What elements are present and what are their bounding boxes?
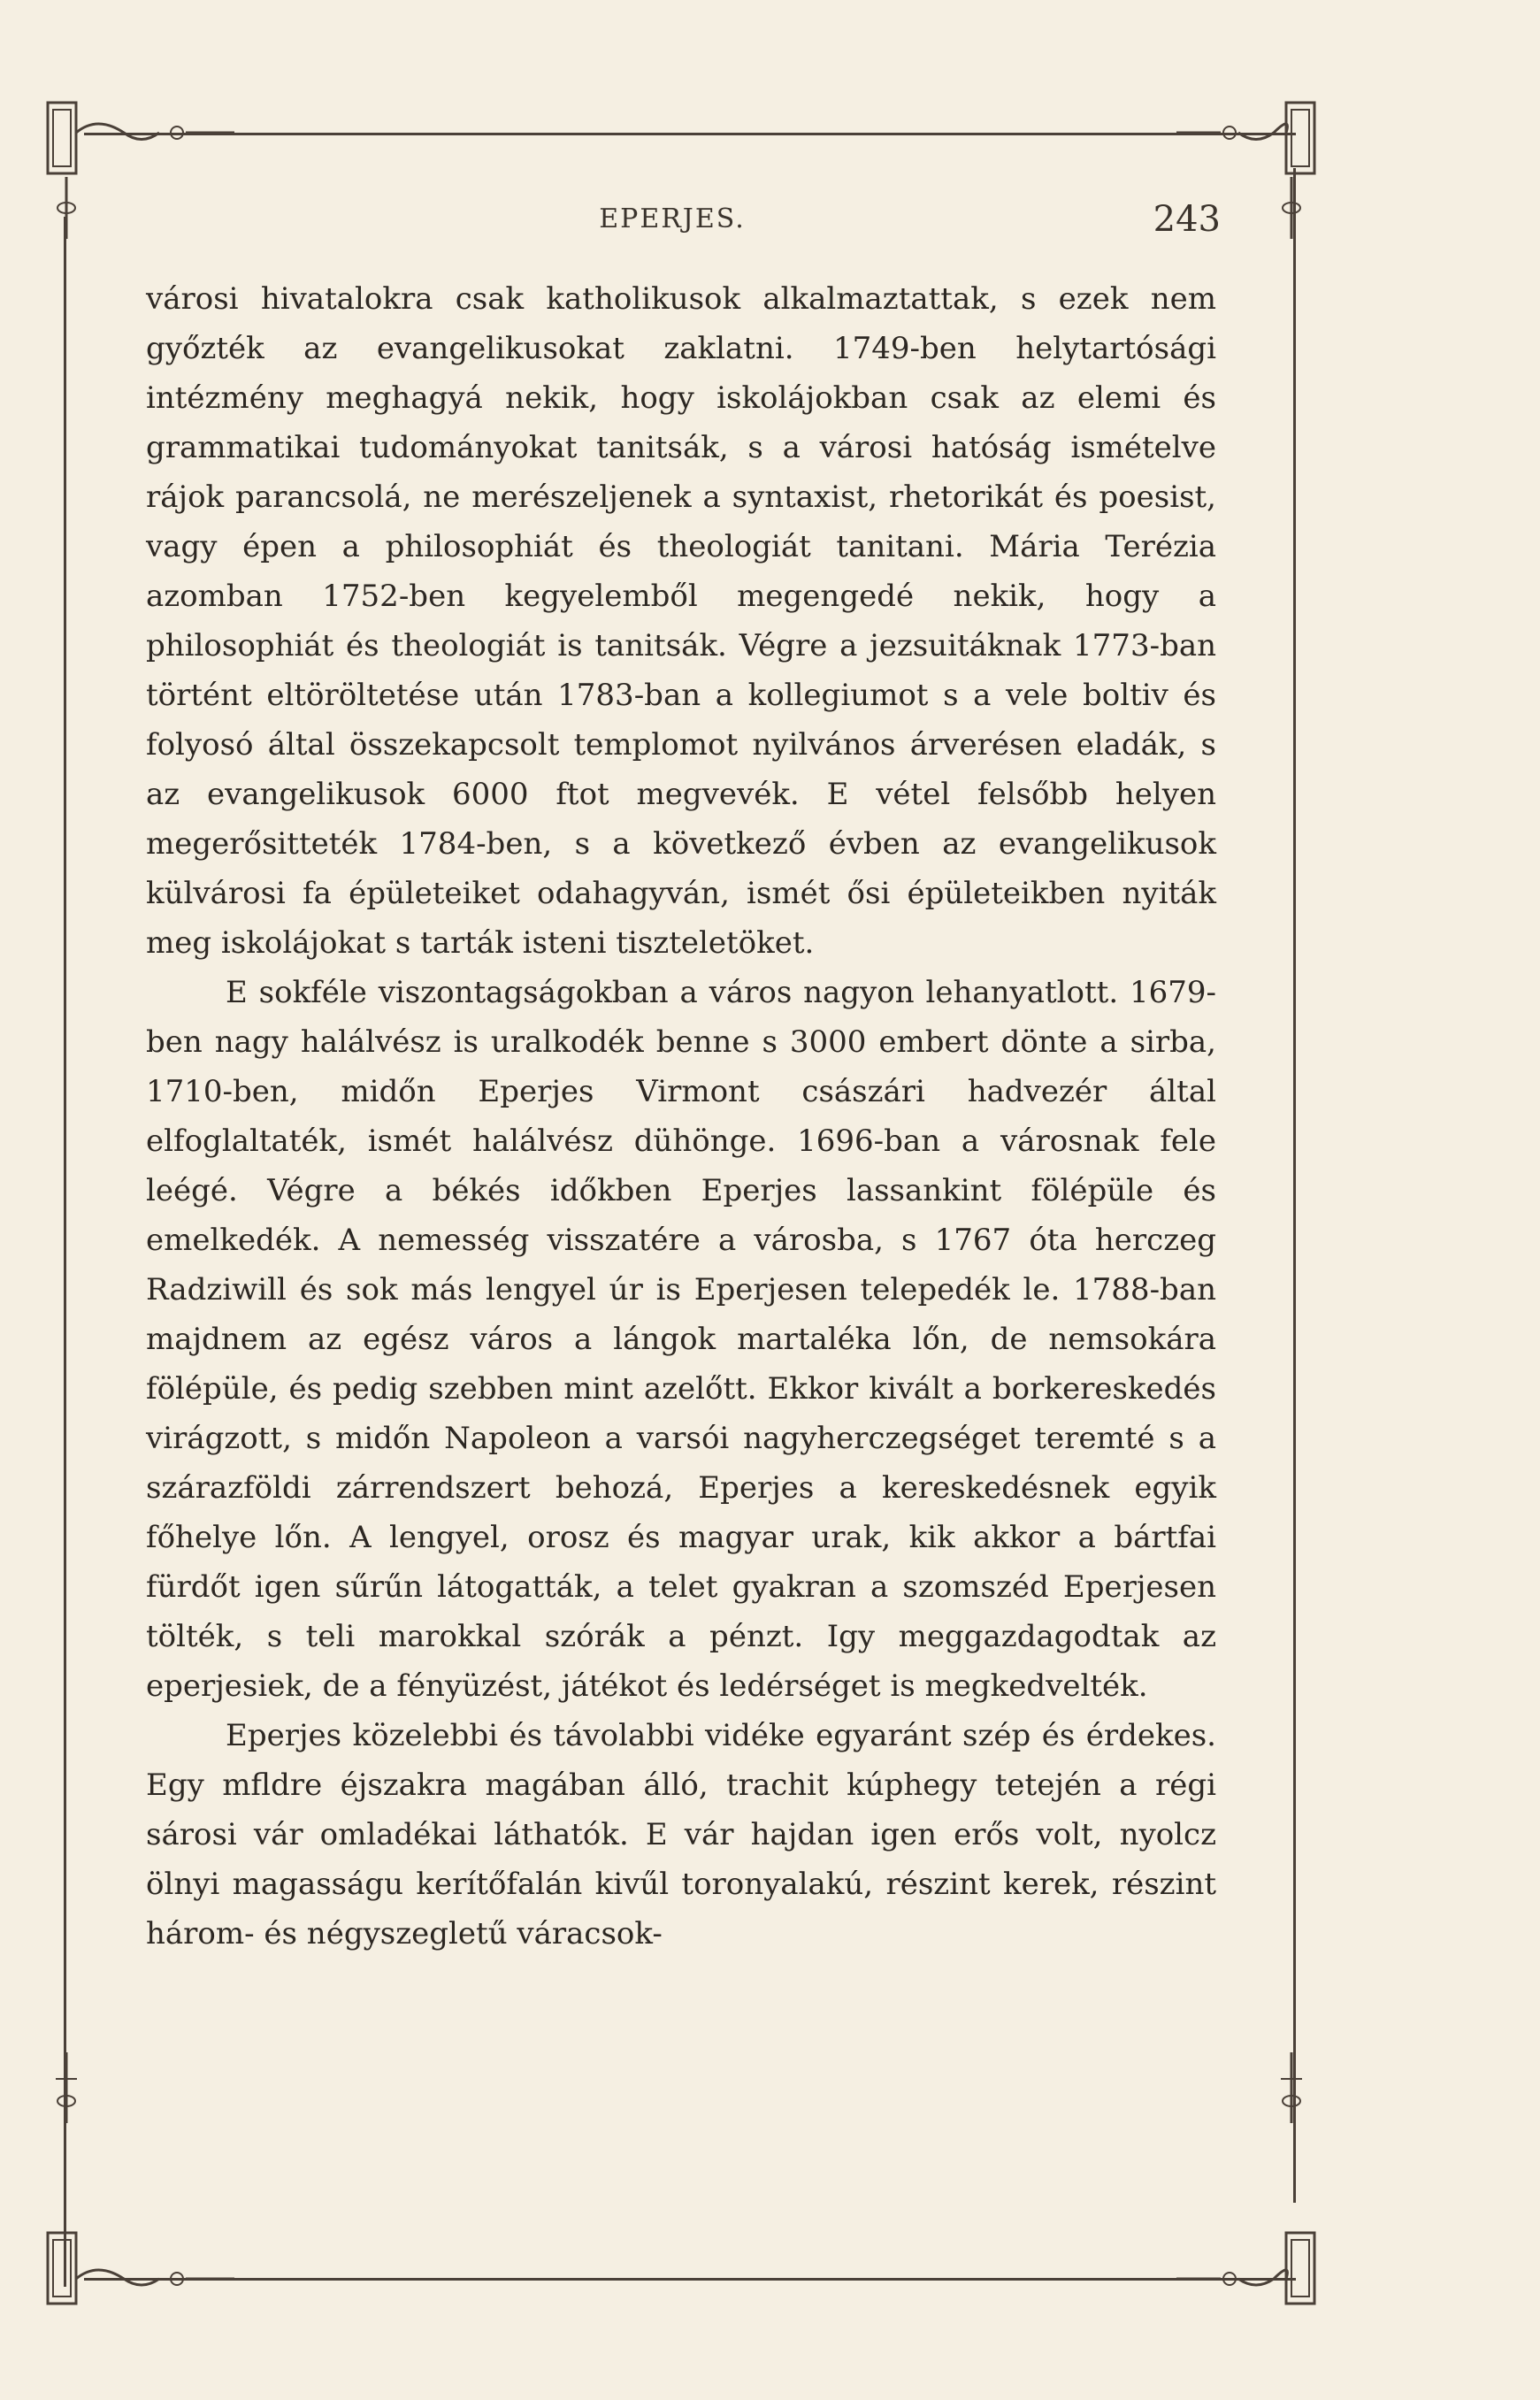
page-number: 243 bbox=[1153, 199, 1221, 240]
fleuron-icon bbox=[49, 177, 84, 239]
corner-ornament-bottom-left bbox=[44, 2229, 239, 2309]
fleuron-icon bbox=[1274, 2052, 1309, 2123]
body-text bbox=[146, 274, 1216, 1959]
frame-bottom-rule bbox=[84, 2278, 1296, 2281]
paragraph: Eperjes közelebbi és távolabbi vidéke egyaránt szép és érdekes. Egy mfldre éjszakra magában álló, trachit kúphegy tetején a régi sárosi vár omladékai láthatók. E vár hajdan igen erős volt, nyolcz ölnyi magasságu kerítőfalán kivűl toronyalakú, részint kerek, részint három- és négyszegletű váracsok- bbox=[146, 1718, 1216, 1951]
frame-right-rule bbox=[1293, 168, 1296, 2203]
paragraph: városi hivatalokra csak katholikusok alkalmaztattak, s ezek nem győzték az evangelikusokat zaklatni. 1749-ben helytartósági intézmény meghagyá nekik, hogy iskolájokban csak az elemi és grammatikai tudományokat tanitsák, s a városi hatóság ismételve rájok parancsolá, ne merészeljenek a syntaxist, rhetorikát és poesist, vagy épen a philosophiát és theologiát tanitani. Mária Terézia azomban 1752-ben kegyelemből megengedé nekik, hogy a philosophiát és theologiát is tanitsák. Végre a jezsuitáknak 1773-ban történt eltöröltetése után 1783-ban a kollegiumot s a vele boltiv és folyosó által összekapcsolt templomot nyilvános árverésen eladák, s az evangelikusok 6000 ftot megvevék. E vétel felsőbb helyen megerősitteték 1784-ben, s a következő évben az evangelikusok külvárosi fa épületeiket odahagyván, ismét ősi épületeikben nyiták meg iskolájokat s tarták isteni tiszteletöket. bbox=[146, 281, 1216, 961]
frame-top-rule bbox=[84, 133, 1296, 135]
fleuron-icon bbox=[1274, 177, 1309, 239]
frame-left-rule bbox=[64, 217, 66, 2287]
running-title: EPERJES. bbox=[599, 203, 746, 234]
paragraph: E sokféle viszontagságokban a város nagyon lehanyatlott. 1679-ben nagy halálvész is uralkodék benne s 3000 embert dönte a sirba, 1710-ben, midőn Eperjes Virmont császári hadvezér által elfoglaltaték, ismét halálvész dühönge. 1696-ban a városnak fele leégé. Végre a békés időkben Eperjes lassankint fölépüle és emelkedék. A nemesség visszatére a városba, s 1767 óta herczeg Radziwill és sok más lengyel úr is Eperjesen telepedék le. 1788-ban majdnem az egész város a lángok martaléka lőn, de nemsokára fölépüle, és pedig szebben mint azelőtt. Ekkor kivált a borkereskedés virágzott, s midőn Napoleon a varsói nagyherczegséget teremté s a szárazföldi zárrendszert behozá, Eperjes a kereskedésnek egyik főhelye lőn. A lengyel, orosz és magyar urak, kik akkor a bártfai fürdőt igen sűrűn látogatták, a telet gyakran a szomszéd Eperjesen tölték, s teli marokkal szórák a pénzt. Igy meggazdagodtak az eperjesiek, de a fényüzést, játékot és ledérséget is megkedvelték. bbox=[146, 975, 1216, 1704]
corner-ornament-bottom-right bbox=[1176, 2229, 1318, 2309]
fleuron-icon bbox=[49, 2052, 84, 2123]
corner-ornament-top-left bbox=[44, 97, 239, 177]
corner-ornament-top-right bbox=[1176, 97, 1318, 177]
